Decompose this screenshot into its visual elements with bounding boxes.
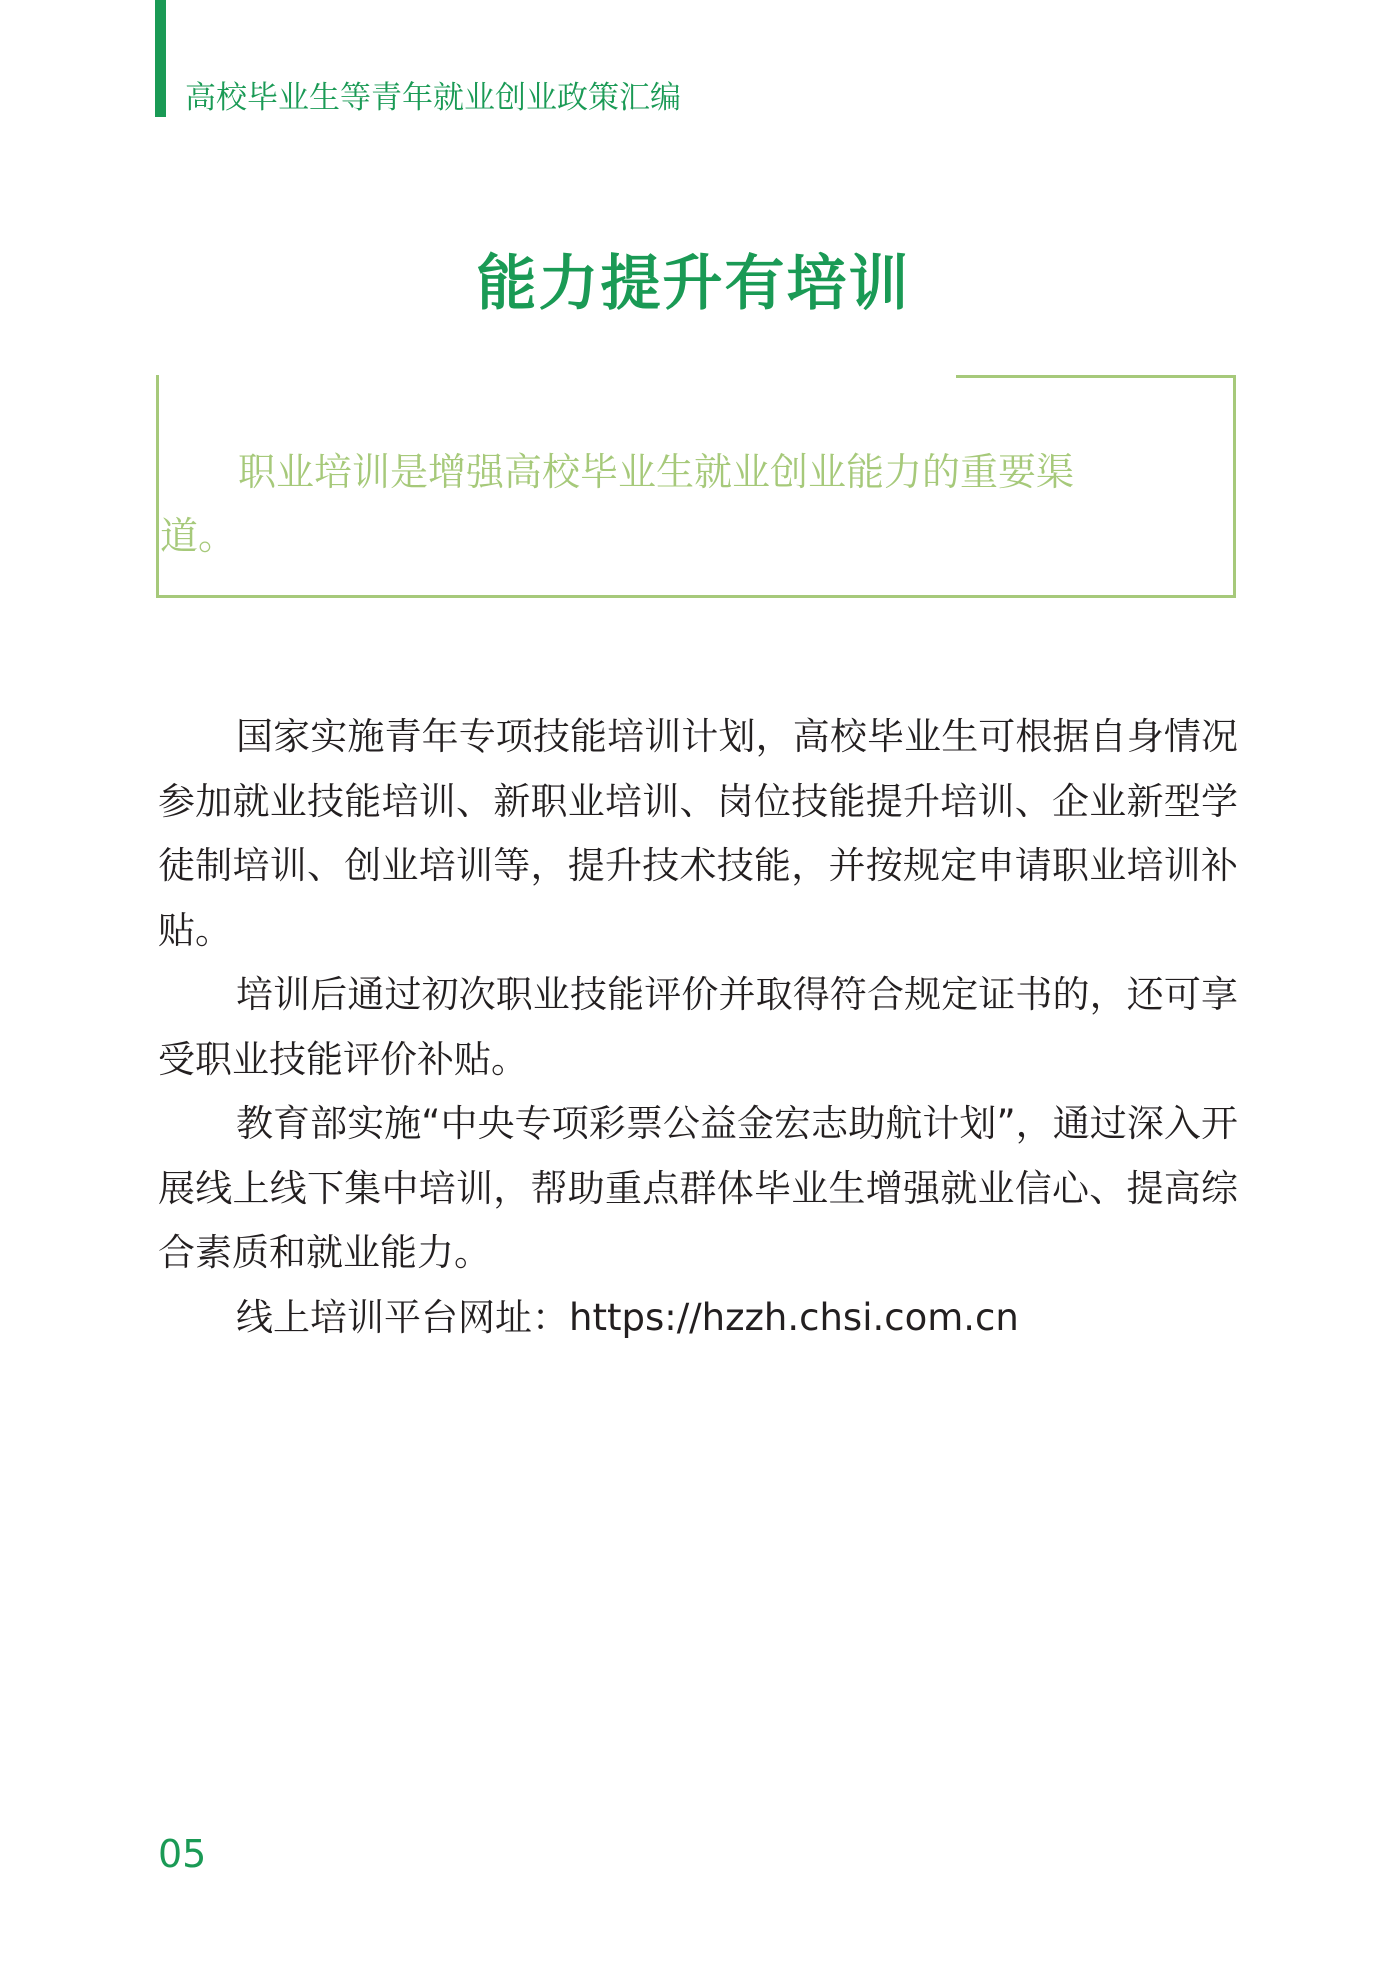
callout-text: 职业培训是增强高校毕业生就业创业能力的重要渠道。 <box>160 450 1075 558</box>
paragraph-hongzhi-plan: 教育部实施“中央专项彩票公益金宏志助航计划”，通过深入开展线上线下集中培训，帮助重点群体毕业生增强就业信心、提高综合素质和就业能力。 <box>158 1102 1238 1274</box>
header-accent-bar <box>155 0 166 117</box>
paragraph-training-plan: 国家实施青年专项技能培训计划，高校毕业生可根据自身情况参加就业技能培训、新职业培训、岗位技能提升培训、企业新型学徒制培训、创业培训等，提升技术技能，并按规定申请职业培训补贴。 <box>158 715 1238 952</box>
running-header: 高校毕业生等青年就业创业政策汇编 <box>185 80 681 116</box>
page-title: 能力提升有培训 <box>476 249 911 319</box>
page-number: 05 <box>158 1832 207 1876</box>
paragraph-evaluation-subsidy: 培训后通过初次职业技能评价并取得符合规定证书的，还可享受职业技能评价补贴。 <box>158 973 1238 1081</box>
callout-top-border <box>956 375 1236 378</box>
body-content <box>158 705 1238 1350</box>
paragraph-platform-url: 线上培训平台网址：https://hzzh.chsi.com.cn <box>236 1295 1019 1339</box>
